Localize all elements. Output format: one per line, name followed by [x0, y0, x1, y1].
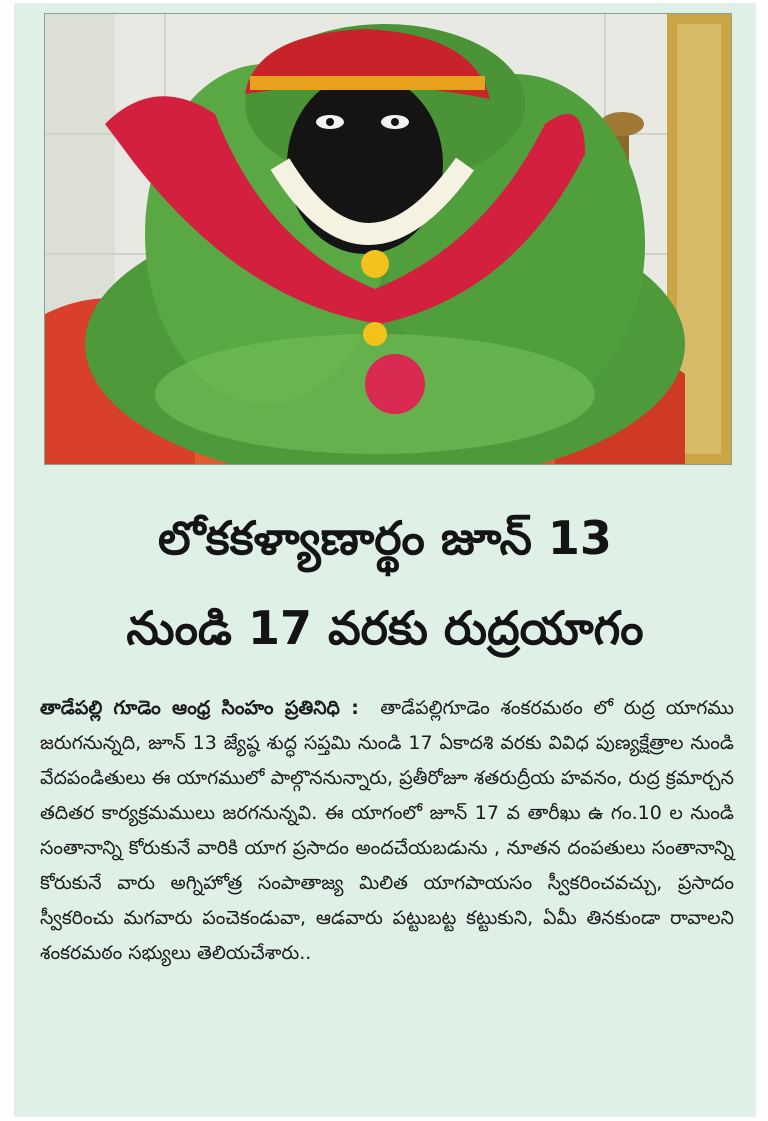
- headline: [14, 493, 756, 673]
- headline-line-1: లోకకళ్యాణార్థం జూన్ 13: [158, 511, 612, 565]
- deity-idol-image: [45, 14, 731, 464]
- newspaper-clipping: [14, 3, 756, 1117]
- deity-photo: [44, 13, 732, 465]
- byline: తాడేపల్లి గూడెం ఆంధ్ర సింహం ప్రతినిధి :: [40, 697, 359, 719]
- headline-line-2: నుండి 17 వరకు రుద్రయాగం: [126, 601, 644, 655]
- article-body-text: తాడేపల్లిగూడెం శంకరమఠం లో రుద్ర యాగము జరుగనున్నది, జూన్ 13 జ్యేష్ఠ శుద్ధ సప్తమి నుండి 17 ఏకాదశి వరకు వివిధ పుణ్యక్షేత్రాల నుండి వేదపండితులు ఈ యాగములో పాల్గొననున్నారు, ప్రతీరోజూ శతరుద్రీయ హవనం, రుద్ర క్రమార్చన తదితర కార్యక్రమములు జరగనున్నవి. ఈ యాగంలో జూన్ 17 వ తారీఖు ఉ గం.10 ల నుండి సంతానాన్ని కోరుకునే వారికి యాగ ప్రసాదం అందచేయబడును , నూతన దంపతులు సంతానాన్ని కోరుకునే వారు అగ్నిహోత్ర సంపాతాజ్య మిలిత యాగపాయసం స్వీకరించవచ్చు, ప్రసాదం స్వీకరించు మగవారు పంచెకండువా, ఆడవారు పట్టుబట్ట కట్టుకుని, ఏమీ తినకుండా రావాలని శంకరమఠం సభ్యులు తెలియచేశారు..: [40, 697, 734, 964]
- article-body: [40, 691, 734, 971]
